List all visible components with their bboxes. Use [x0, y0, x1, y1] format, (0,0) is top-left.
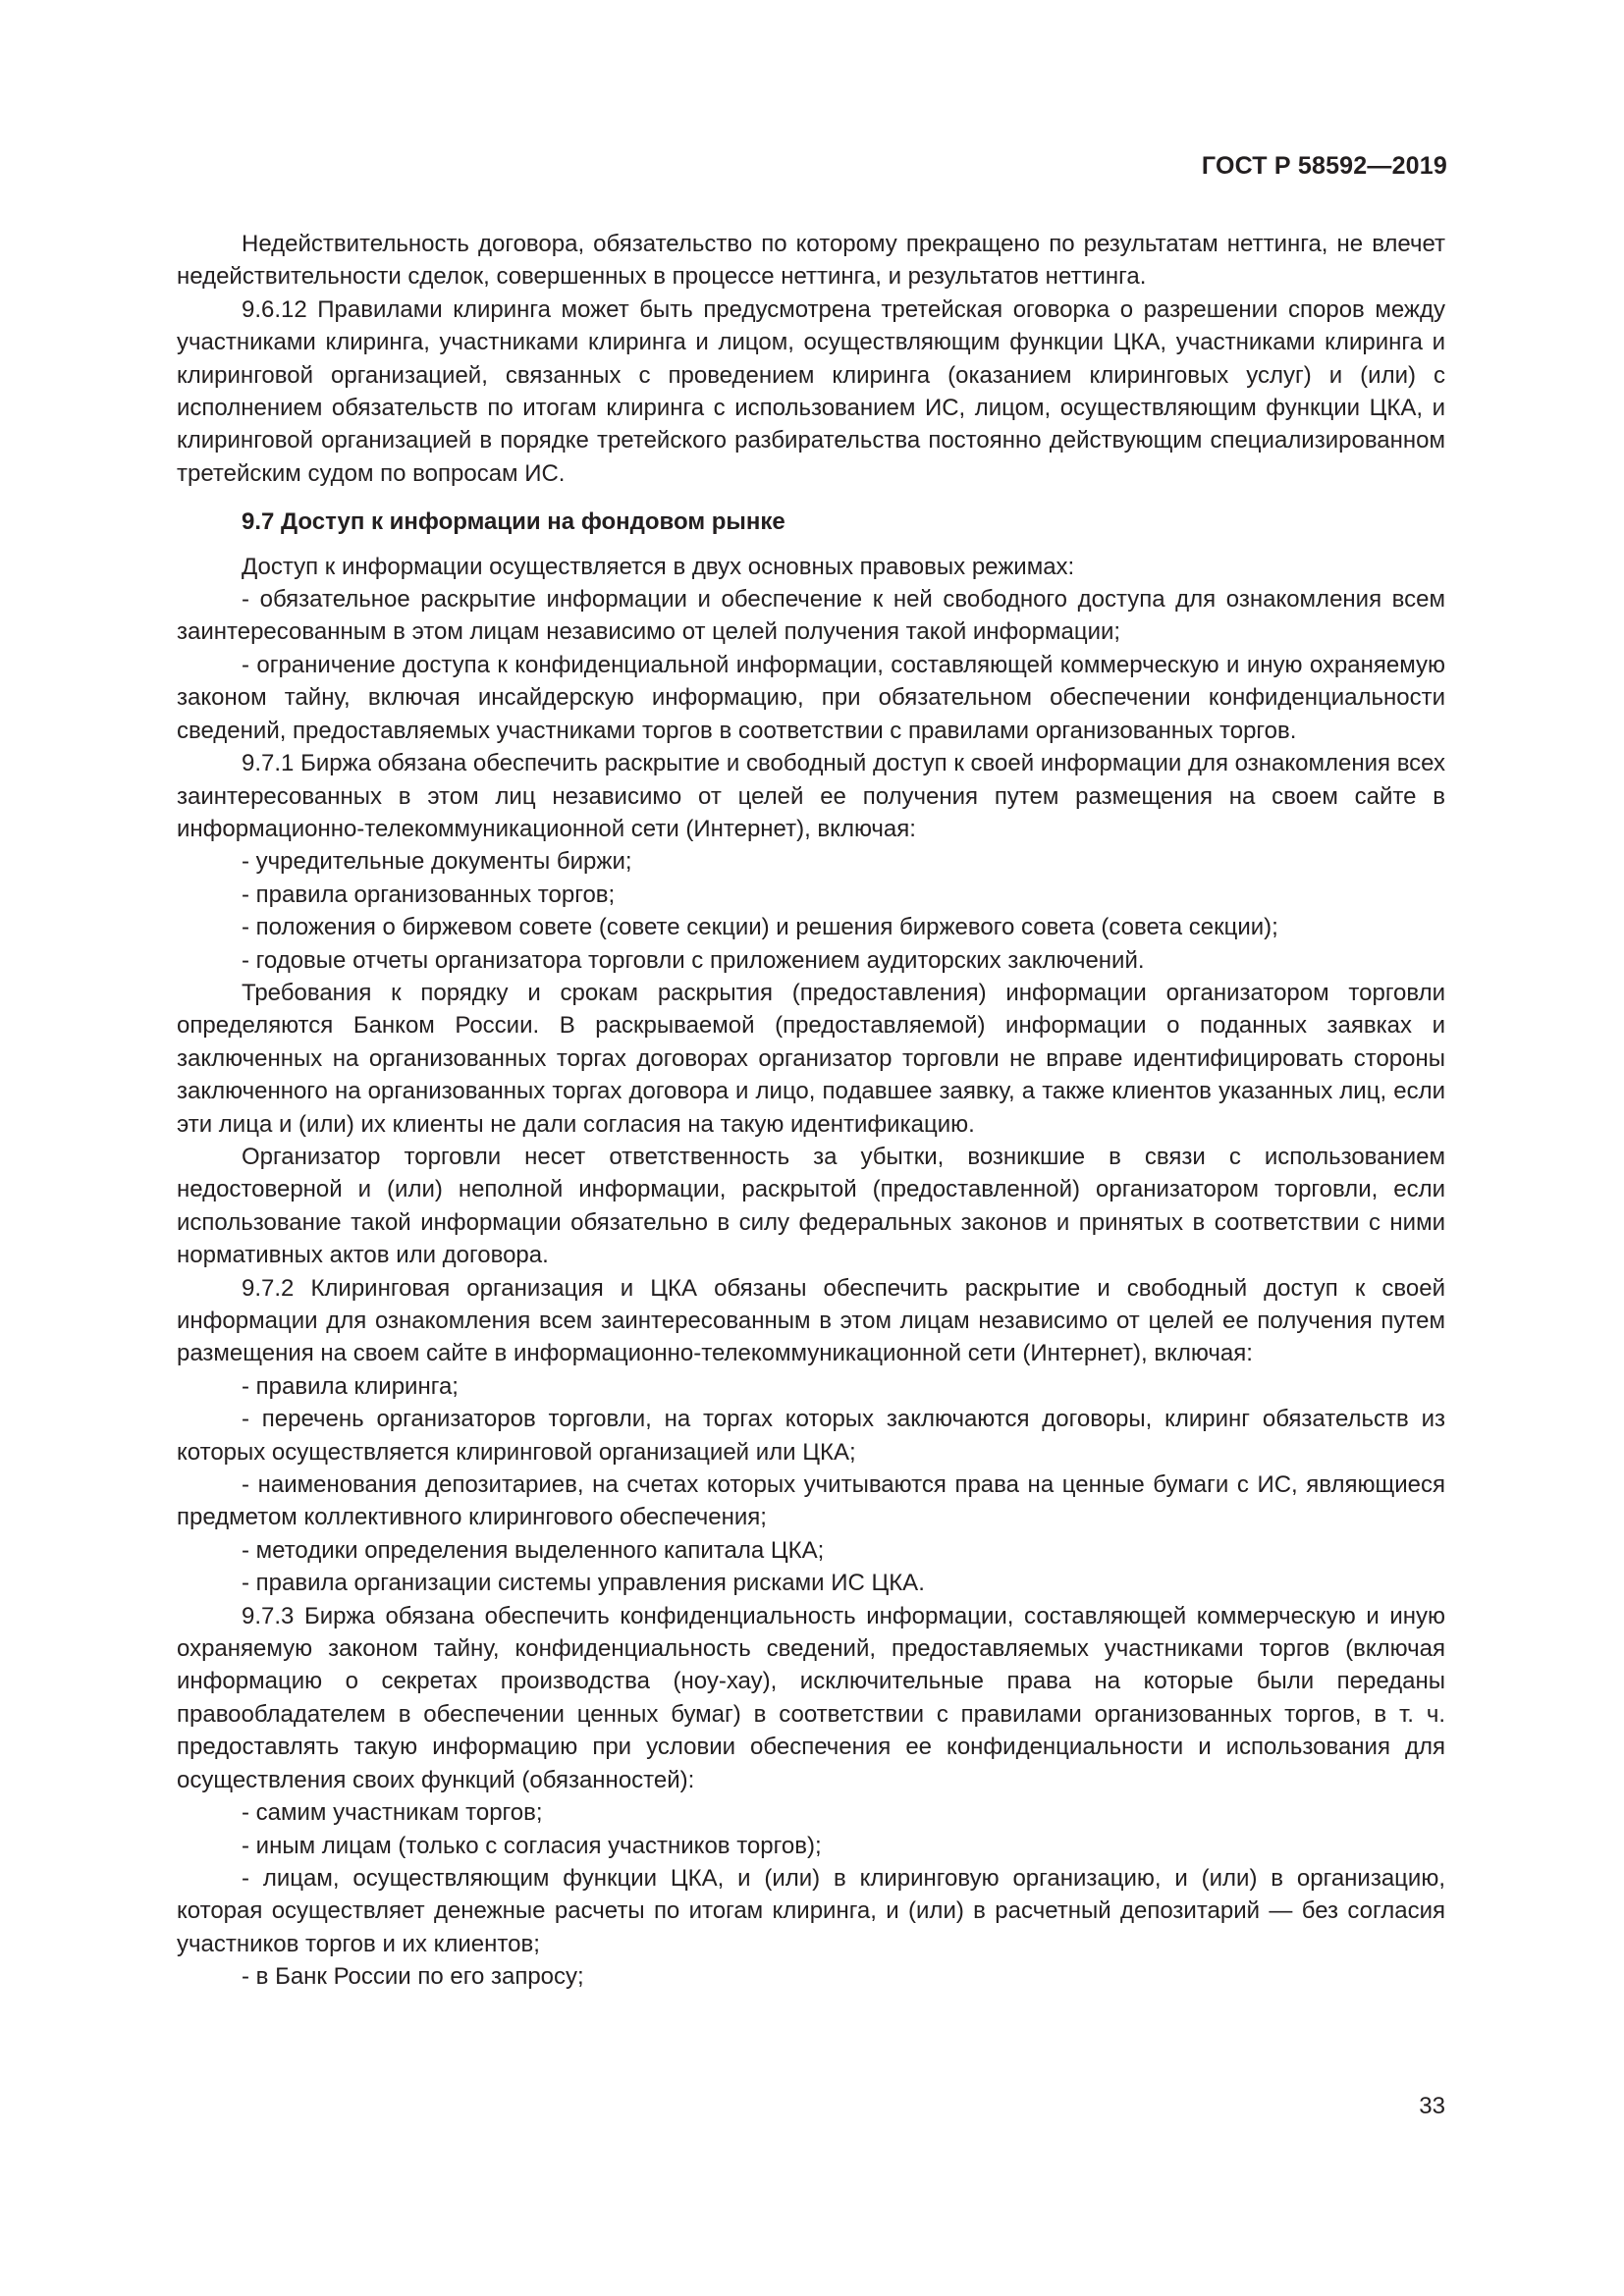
- paragraph: 9.6.12 Правилами клиринга может быть предусмотрена третейская оговорка о разрешении споров между участниками клиринга, участниками клиринга и лицом, осуществляющим функции ЦКА, участниками клиринга и клиринговой организацией, связанных с проведением клиринга (оказанием клиринговых услуг) и (или) с исполнением обязательств по итогам клиринга с использованием ИС, лицом, осуществляющим функции ЦКА, и клиринговой организацией в порядке третейского разбирательства постоянно действующим специализированном третейским судом по вопросам ИС.: [177, 295, 1445, 487]
- list-item: - правила организованных торгов;: [242, 881, 616, 908]
- list-item: - наименования депозитариев, на счетах которых учитываются права на ценные бумаги с ИС, являющиеся предметом коллективного клирингового обеспечения;: [177, 1471, 1445, 1531]
- document-body: [177, 228, 1445, 1994]
- paragraph: 9.7.2 Клиринговая организация и ЦКА обязаны обеспечить раскрытие и свободный доступ к своей информации для ознакомления всем заинтересованным в этом лицам независимо от целей ее получения путем размещения на своем сайте в информационно-телекоммуникационной сети (Интернет), включая:: [177, 1274, 1445, 1367]
- paragraph: Организатор торговли несет ответственность за убытки, возникшие в связи с использованием недостоверной и (или) неполной информации, раскрытой (предоставленной) организатором торговли, если использование такой информации обязательно в силу федеральных законов и принятых в соответствии с ними нормативных актов или договора.: [177, 1143, 1445, 1269]
- list-item: - правила клиринга;: [242, 1372, 459, 1400]
- list-item: - самим участникам торгов;: [242, 1799, 543, 1827]
- paragraph: 9.7.3 Биржа обязана обеспечить конфиденциальность информации, составляющей коммерческую и иную охраняемую законом тайну, конфиденциальность сведений, предоставляемых участниками торгов (включая информацию о секретах производства (ноу-хау), исключительные права на которые были переданы правообладателем в обеспечении ценных бумаг) в соответствии с правилами организованных торгов, в т. ч. предоставлять такую информацию при условии обеспечения ее конфиденциальности и использования для осуществления своих функций (обязанностей):: [177, 1602, 1445, 1793]
- list-item: - положения о биржевом совете (совете секции) и решения биржевого совета (совета секции);: [242, 914, 1278, 941]
- list-item: - методики определения выделенного капитала ЦКА;: [242, 1536, 825, 1564]
- list-item: - перечень организаторов торговли, на торгах которых заключаются договоры, клиринг обязательств из которых осуществляется клиринговой организацией или ЦКА;: [177, 1406, 1445, 1466]
- list-item: - ограничение доступа к конфиденциальной информации, составляющей коммерческую и иную охраняемую законом тайну, включая инсайдерскую информацию, при обязательном обеспечении конфиденциальности сведений, предоставляемых участниками торгов в соответствии с правилами организованных торгов.: [177, 651, 1445, 744]
- list-item: - иным лицам (только с согласия участников торгов);: [242, 1832, 822, 1859]
- paragraph: Требования к порядку и срокам раскрытия (предоставления) информации организатором торговли определяются Банком России. В раскрываемой (предоставляемой) информации о поданных заявках и заключенных на организованных торгах договорах организатор торговли не вправе идентифицировать стороны заключенного на организованных торгах договора и лицо, подавшее заявку, а также клиентов указанных лиц, если эти лица и (или) их клиенты не дали согласия на такую идентификацию.: [177, 979, 1445, 1138]
- list-item: - годовые отчеты организатора торговли с приложением аудиторских заключений.: [242, 946, 1145, 974]
- list-item: - лицам, осуществляющим функции ЦКА, и (или) в клиринговую организацию, и (или) в организацию, которая осуществляет денежные расчеты по итогам клиринга, и (или) в расчетный депозитарий — без согласия участников торгов и их клиентов;: [177, 1864, 1445, 1957]
- paragraph: Недействительность договора, обязательство по которому прекращено по результатам неттинга, не влечет недействительности сделок, совершенных в процессе неттинга, и результатов неттинга.: [177, 231, 1445, 291]
- list-item: - учредительные документы биржи;: [242, 848, 632, 876]
- list-item: - обязательное раскрытие информации и обеспечение к ней свободного доступа для ознакомления всем заинтересованным в этом лицам независимо от целей получения такой информации;: [177, 586, 1445, 646]
- paragraph: 9.7.1 Биржа обязана обеспечить раскрытие и свободный доступ к своей информации для ознакомления всех заинтересованных в этом лиц независимо от целей ее получения путем размещения на своем сайте в информационно-телекоммуникационной сети (Интернет), включая:: [177, 750, 1445, 842]
- document-header: ГОСТ Р 58592—2019: [1201, 152, 1447, 180]
- paragraph: Доступ к информации осуществляется в двух основных правовых режимах:: [242, 553, 1075, 580]
- page-number: 33: [1419, 2093, 1445, 2119]
- list-item: - в Банк России по его запросу;: [242, 1963, 584, 1991]
- section-heading: 9.7 Доступ к информации на фондовом рынке: [242, 508, 785, 536]
- list-item: - правила организации системы управления рисками ИС ЦКА.: [242, 1570, 925, 1597]
